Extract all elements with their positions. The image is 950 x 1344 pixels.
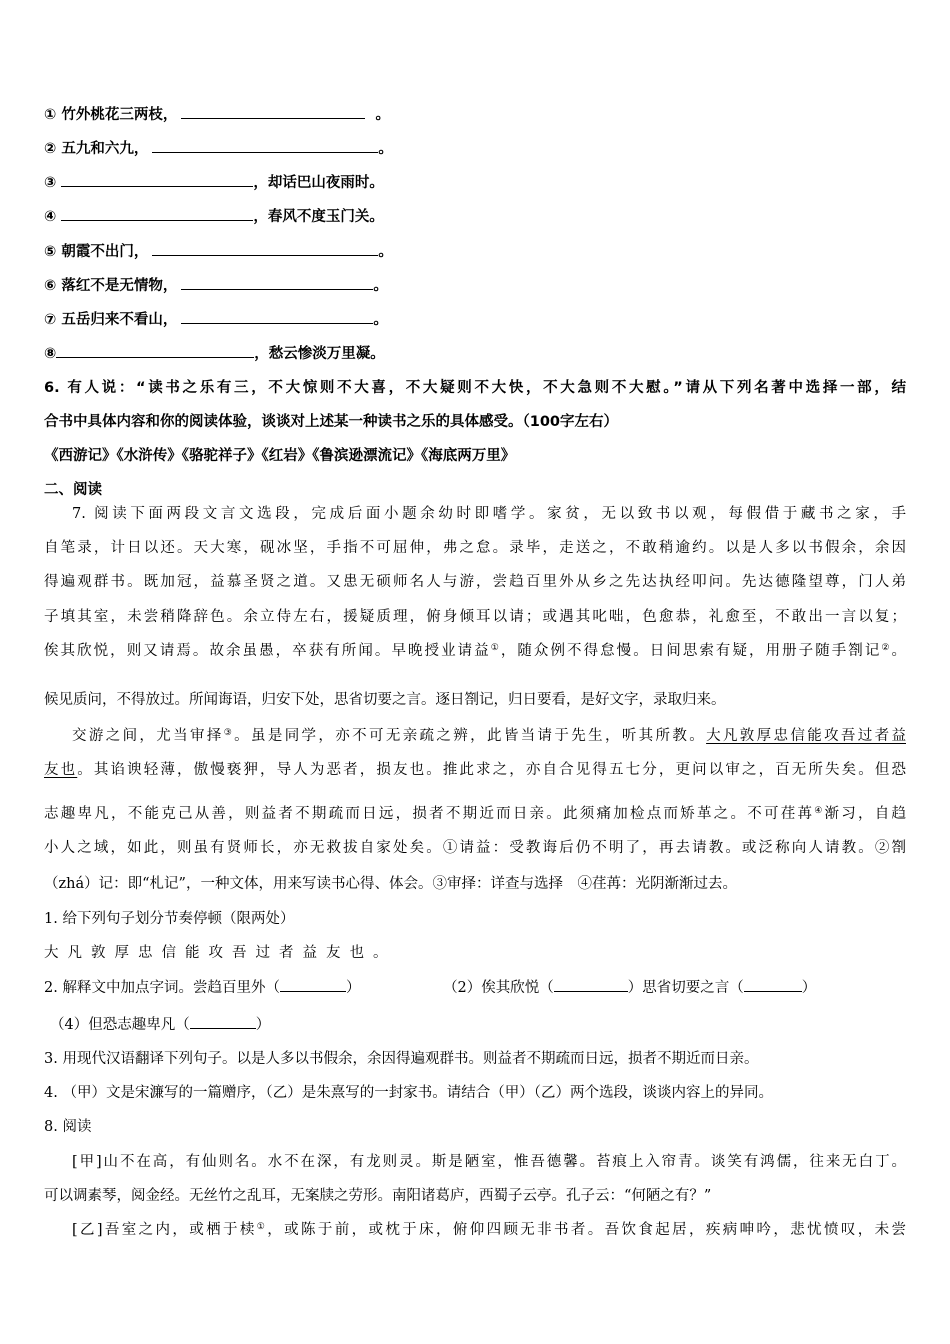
q7-line-2: 自笔录，计日以还。天大寒，砚冰坚，手指不可屈伸，弗之怠。录毕，走送之，不敢稍逾约。以是人多以书假余，余因 bbox=[44, 540, 906, 556]
passage-text: ，随众例不得怠慢。日间思索有疑，用册子随手劄记 bbox=[500, 643, 882, 659]
item-text: ，愁云惨淡万里凝。 bbox=[254, 346, 385, 362]
passage-text: 。 bbox=[891, 643, 906, 659]
item-number: ② bbox=[44, 141, 57, 157]
passage-text: 渐习，自趋 bbox=[824, 806, 906, 822]
passage-text: 俟其欣悦，则又请焉。故余虽愚，卒获有所闻。早晚授业请益 bbox=[44, 643, 491, 659]
passage-text: ，或陈于前，或枕于床，俯仰四顾无非书者。吾饮食起居，疾病呻吟，悲忧愤叹，未尝 bbox=[267, 1222, 906, 1238]
answer-blank[interactable] bbox=[56, 343, 254, 358]
passage-text: 。虽是同学，亦不可无亲疏之辨，此皆当请于先生，听其所教。 bbox=[234, 728, 707, 744]
passage-text: 余幼时即嗜学。家贫，无以致书以观，每假借于藏书之家，手 bbox=[420, 506, 906, 522]
item-text: 五岳归来不看山， bbox=[61, 312, 178, 328]
q6-book-list: 《西游记》《水浒传》《骆驼祥子》《红岩》《鲁滨逊漂流记》《海底两万里》 bbox=[44, 448, 516, 464]
underlined-sentence: 友也 bbox=[44, 762, 78, 778]
q7-p2-line-1 bbox=[72, 726, 906, 746]
q5-item-7 bbox=[44, 309, 388, 330]
q7-intro: 7. 阅读下面两段文言文选段，完成后面小题 bbox=[72, 506, 421, 522]
q7-line-6: 候见质问，不得放过。所闻诲语，归安下处，思省切要之言。逐日劄记，归日要看，是好文字，录取归来。 bbox=[44, 692, 726, 708]
question-text: ） bbox=[255, 1017, 271, 1033]
footnote-mark: ② bbox=[881, 643, 892, 653]
q5-item-1 bbox=[44, 104, 390, 125]
passage-text: 交游之间，尤当审择 bbox=[72, 728, 224, 744]
footnote-mark: ③ bbox=[223, 728, 235, 738]
q5-item-2 bbox=[44, 138, 393, 159]
q7-sub2-item-4 bbox=[50, 1014, 270, 1035]
item-text: 朝霞不出门， bbox=[61, 244, 149, 260]
item-number: ⑥ bbox=[44, 278, 57, 294]
underlined-sentence: 大凡敦厚忠信能攻吾过者益 bbox=[706, 728, 906, 744]
footnote-mark: ④ bbox=[814, 806, 825, 816]
answer-blank[interactable] bbox=[280, 977, 346, 992]
passage-text: [乙]吾室之内，或栖于椟 bbox=[72, 1222, 257, 1238]
question-text: ） bbox=[801, 980, 817, 996]
answer-blank[interactable] bbox=[190, 1014, 256, 1029]
answer-blank[interactable] bbox=[61, 206, 253, 221]
q7-line-1 bbox=[72, 504, 906, 524]
answer-blank[interactable] bbox=[181, 104, 365, 119]
question-text: 2. 解释文中加点字词。尝趋百里外（ bbox=[44, 980, 280, 996]
q5-item-6 bbox=[44, 275, 388, 296]
item-text: 。 bbox=[378, 141, 393, 157]
item-text: 竹外桃花三两枝， bbox=[61, 107, 178, 123]
q7-sub4-question: 4. （甲）文是宋濂写的一篇赠序，（乙）是朱熹写的一封家书。请结合（甲）（乙）两个选段，谈谈内容上的异同。 bbox=[44, 1085, 773, 1101]
q7-footnotes-line-2: （zhá）记：即“札记”，一种文体，用来写读书心得、体会。③审择：详查与选择 ④荏苒：光阴渐渐过去。 bbox=[44, 876, 737, 892]
passage-text: 。其谄谀轻薄，傲慢亵狎，导人为恶者，损友也。推此求之，亦自合见得五七分，更问以审之，百无所失矣。但恐 bbox=[77, 762, 906, 778]
question-text: （4）但恐志趣卑凡（ bbox=[50, 1017, 190, 1033]
item-text: 。 bbox=[375, 107, 390, 123]
footnote-mark: ① bbox=[256, 1222, 268, 1232]
question-text: ）思省切要之言（ bbox=[627, 980, 744, 996]
item-number: ⑧ bbox=[44, 346, 57, 362]
item-number: ③ bbox=[44, 175, 57, 191]
q7-footnotes-line-1: 小人之域，如此，则虽有贤师长，亦无救拔自家处矣。①请益：受教诲后仍不明了，再去请教。或泛称向人请教。②劄 bbox=[44, 840, 906, 856]
answer-blank[interactable] bbox=[744, 977, 802, 992]
answer-blank[interactable] bbox=[152, 138, 378, 153]
item-text: ，却话巴山夜雨时。 bbox=[253, 175, 384, 191]
item-text: 五九和六九， bbox=[61, 141, 149, 157]
q7-line-5 bbox=[44, 641, 906, 661]
item-text: 。 bbox=[378, 244, 393, 260]
q5-item-8 bbox=[44, 343, 385, 364]
q5-item-4 bbox=[44, 206, 384, 227]
q6-prompt-line-2: 合书中具体内容和你的阅读体验，谈谈对上述某一种读书之乐的具体感受。（100字左右） bbox=[44, 414, 619, 430]
answer-blank[interactable] bbox=[61, 172, 253, 187]
q8-jia-line-1: [甲]山不在高，有仙则名。水不在深，有龙则灵。斯是陋室，惟吾德馨。苔痕上入帘青。谈笑有鸿儒，往来无白丁。 bbox=[72, 1154, 906, 1170]
q6-prompt-line-1: 6. 有人说：“读书之乐有三，不大惊则不大喜，不大疑则不大快，不大急则不大慰。”请从下列名著中选择一部，结 bbox=[44, 380, 906, 396]
answer-blank[interactable] bbox=[554, 977, 628, 992]
item-number: ① bbox=[44, 107, 57, 123]
item-number: ④ bbox=[44, 209, 57, 225]
q7-sub1-sentence: 大凡敦厚忠信能攻吾过者益友也。 bbox=[44, 945, 397, 961]
answer-blank[interactable] bbox=[181, 309, 373, 324]
item-text: 落红不是无情物， bbox=[61, 278, 178, 294]
q7-line-4: 子填其室，未尝稍降辞色。余立侍左右，援疑质理，俯身倾耳以请；或遇其叱咄，色愈恭，礼愈至，不敢出一言以复； bbox=[44, 609, 906, 625]
q7-p2-line-2 bbox=[44, 760, 906, 780]
q8-jia-line-2: 可以调素琴，阅金经。无丝竹之乱耳，无案牍之劳形。南阳诸葛庐，西蜀子云亭。孔子云：“何陋之有？” bbox=[44, 1188, 712, 1204]
question-text: ） bbox=[345, 980, 361, 996]
q8-yi-line-1 bbox=[72, 1220, 906, 1240]
q5-item-3 bbox=[44, 172, 384, 193]
answer-blank[interactable] bbox=[181, 275, 373, 290]
q7-p2-line-3 bbox=[44, 804, 906, 824]
q7-sub3-question: 3. 用现代汉语翻译下列句子。以是人多以书假余，余因得遍观群书。则益者不期疏而日远，损者不期近而日亲。 bbox=[44, 1051, 759, 1067]
item-number: ⑦ bbox=[44, 312, 57, 328]
q7-sub1-question: 1. 给下列句子划分节奏停顿（限两处） bbox=[44, 911, 295, 927]
item-text: ，春风不度玉门关。 bbox=[253, 209, 384, 225]
item-number: ⑤ bbox=[44, 244, 57, 260]
q8-title: 8. 阅读 bbox=[44, 1119, 92, 1135]
answer-blank[interactable] bbox=[152, 241, 378, 256]
item-text: 。 bbox=[373, 278, 388, 294]
q7-line-3: 得遍观群书。既加冠，益慕圣贤之道。又患无硕师名人与游，尝趋百里外从乡之先达执经叩问。先达德隆望尊，门人弟 bbox=[44, 574, 906, 590]
footnote-mark: ① bbox=[490, 643, 501, 653]
passage-text: 志趣卑凡，不能克己从善，则益者不期疏而日远，损者不期近而日亲。此须痛加检点而矫革之。不可荏苒 bbox=[44, 806, 815, 822]
q7-sub2-question bbox=[44, 977, 816, 998]
section-title: 二、阅读 bbox=[44, 482, 102, 498]
q5-item-5 bbox=[44, 241, 393, 262]
item-text: 。 bbox=[373, 312, 388, 328]
question-text: （2）俟其欣悦（ bbox=[443, 980, 554, 996]
